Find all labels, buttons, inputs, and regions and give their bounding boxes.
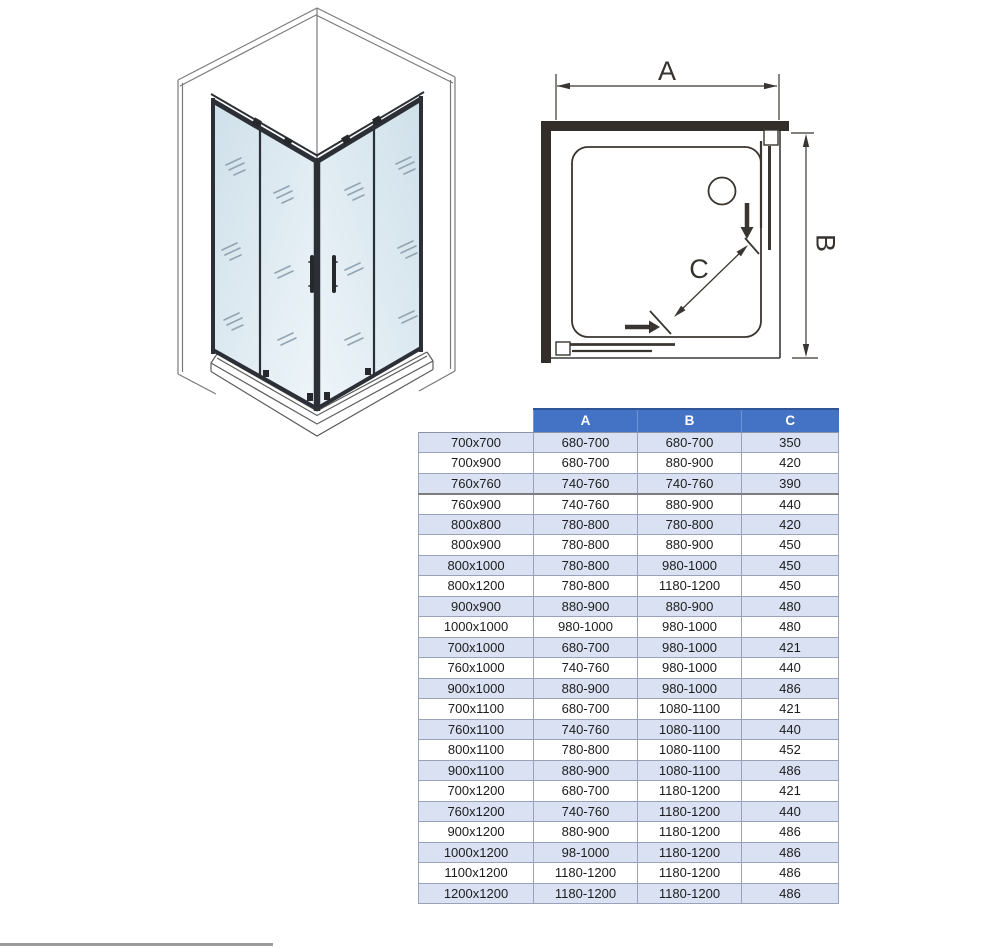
size-cell: 760x760 <box>419 473 534 494</box>
a-range-cell: 680-700 <box>534 453 638 474</box>
table-row <box>419 678 839 699</box>
size-cell: 760x900 <box>419 494 534 515</box>
table-row <box>419 822 839 843</box>
b-range-cell: 1180-1200 <box>638 576 742 597</box>
a-range-cell: 740-760 <box>534 494 638 515</box>
size-cell: 760x1000 <box>419 658 534 679</box>
b-range-cell: 980-1000 <box>638 637 742 658</box>
c-value-cell: 486 <box>742 863 839 884</box>
size-table <box>418 408 839 904</box>
a-range-cell: 780-800 <box>534 576 638 597</box>
a-range-cell: 880-900 <box>534 678 638 699</box>
c-value-cell: 421 <box>742 699 839 720</box>
size-cell: 1000x1000 <box>419 617 534 638</box>
size-cell: 900x900 <box>419 596 534 617</box>
b-range-cell: 880-900 <box>638 596 742 617</box>
table-row <box>419 883 839 904</box>
table-row <box>419 699 839 720</box>
size-cell: 700x1100 <box>419 699 534 720</box>
size-table-header-row <box>419 409 839 432</box>
table-row <box>419 637 839 658</box>
b-range-cell: 1080-1100 <box>638 719 742 740</box>
a-range-cell: 780-800 <box>534 555 638 576</box>
a-range-cell: 1180-1200 <box>534 863 638 884</box>
b-range-cell: 780-800 <box>638 514 742 535</box>
size-cell: 800x900 <box>419 535 534 556</box>
b-range-cell: 980-1000 <box>638 678 742 699</box>
a-range-cell: 680-700 <box>534 637 638 658</box>
c-value-cell: 420 <box>742 453 839 474</box>
wall-top <box>541 121 789 131</box>
c-value-cell: 486 <box>742 822 839 843</box>
c-value-cell: 480 <box>742 596 839 617</box>
b-range-cell: 980-1000 <box>638 555 742 576</box>
table-row <box>419 740 839 761</box>
size-cell: 900x1200 <box>419 822 534 843</box>
a-range-cell: 780-800 <box>534 535 638 556</box>
c-value-cell: 480 <box>742 617 839 638</box>
shower-enclosure-plan-view <box>535 40 845 380</box>
wall-left <box>541 121 551 363</box>
a-range-cell: 880-900 <box>534 760 638 781</box>
c-value-cell: 421 <box>742 781 839 802</box>
b-range-cell: 1180-1200 <box>638 801 742 822</box>
table-row <box>419 781 839 802</box>
dimension-c-label: C <box>689 254 709 284</box>
a-range-cell: 98-1000 <box>534 842 638 863</box>
b-range-cell: 1080-1100 <box>638 740 742 761</box>
a-range-cell: 740-760 <box>534 658 638 679</box>
size-cell: 1200x1200 <box>419 883 534 904</box>
table-row <box>419 473 839 494</box>
a-range-cell: 780-800 <box>534 740 638 761</box>
shower-tray-outline <box>572 147 761 337</box>
b-range-cell: 980-1000 <box>638 617 742 638</box>
size-cell: 800x1000 <box>419 555 534 576</box>
b-range-cell: 1080-1100 <box>638 760 742 781</box>
b-range-cell: 1180-1200 <box>638 842 742 863</box>
c-value-cell: 420 <box>742 514 839 535</box>
a-range-cell: 740-760 <box>534 801 638 822</box>
size-cell: 1000x1200 <box>419 842 534 863</box>
table-row <box>419 760 839 781</box>
c-value-cell: 450 <box>742 576 839 597</box>
c-value-cell: 486 <box>742 678 839 699</box>
b-range-cell: 680-700 <box>638 432 742 453</box>
b-range-cell: 880-900 <box>638 494 742 515</box>
size-cell: 900x1000 <box>419 678 534 699</box>
table-row <box>419 617 839 638</box>
c-value-cell: 486 <box>742 842 839 863</box>
a-range-cell: 780-800 <box>534 514 638 535</box>
c-value-cell: 450 <box>742 535 839 556</box>
bottom-divider-line <box>0 943 273 946</box>
c-value-cell: 486 <box>742 883 839 904</box>
drain-circle <box>709 178 736 205</box>
size-cell: 800x1100 <box>419 740 534 761</box>
b-range-cell: 1180-1200 <box>638 822 742 843</box>
a-range-cell: 680-700 <box>534 781 638 802</box>
table-row <box>419 576 839 597</box>
a-range-cell: 880-900 <box>534 822 638 843</box>
size-cell: 700x1200 <box>419 781 534 802</box>
size-cell: 760x1200 <box>419 801 534 822</box>
c-value-cell: 390 <box>742 473 839 494</box>
sliding-door-right <box>761 130 778 250</box>
b-range-cell: 1180-1200 <box>638 863 742 884</box>
size-cell: 760x1100 <box>419 719 534 740</box>
b-range-cell: 980-1000 <box>638 658 742 679</box>
sliding-door-bottom <box>556 342 675 355</box>
table-row <box>419 719 839 740</box>
size-cell: 900x1100 <box>419 760 534 781</box>
b-range-cell: 740-760 <box>638 473 742 494</box>
c-value-cell: 452 <box>742 740 839 761</box>
size-column-header <box>419 409 534 432</box>
b-range-cell: 1080-1100 <box>638 699 742 720</box>
b-range-cell: 880-900 <box>638 535 742 556</box>
a-range-cell: 740-760 <box>534 719 638 740</box>
a-range-cell: 740-760 <box>534 473 638 494</box>
a-range-cell: 980-1000 <box>534 617 638 638</box>
table-row <box>419 555 839 576</box>
c-value-cell: 450 <box>742 555 839 576</box>
b-range-cell: 1180-1200 <box>638 781 742 802</box>
c-value-cell: 440 <box>742 494 839 515</box>
dimension-b <box>791 133 841 358</box>
table-row <box>419 842 839 863</box>
size-cell: 700x1000 <box>419 637 534 658</box>
b-range-cell: 1180-1200 <box>638 883 742 904</box>
size-cell: 700x700 <box>419 432 534 453</box>
b-range-cell: 880-900 <box>638 453 742 474</box>
a-range-cell: 880-900 <box>534 596 638 617</box>
dimension-a <box>556 56 779 120</box>
table-row <box>419 658 839 679</box>
size-cell: 1100x1200 <box>419 863 534 884</box>
table-row <box>419 596 839 617</box>
column-header-c: C <box>742 409 839 432</box>
c-value-cell: 421 <box>742 637 839 658</box>
table-row <box>419 863 839 884</box>
a-range-cell: 680-700 <box>534 699 638 720</box>
c-value-cell: 486 <box>742 760 839 781</box>
a-range-cell: 1180-1200 <box>534 883 638 904</box>
table-row <box>419 494 839 515</box>
column-header-a: A <box>534 409 638 432</box>
table-row <box>419 535 839 556</box>
size-cell: 800x800 <box>419 514 534 535</box>
size-cell: 700x900 <box>419 453 534 474</box>
shower-enclosure-3d-view <box>160 0 470 440</box>
table-row <box>419 514 839 535</box>
c-value-cell: 440 <box>742 719 839 740</box>
dimension-a-label: A <box>657 56 677 86</box>
column-header-b: B <box>638 409 742 432</box>
size-cell: 800x1200 <box>419 576 534 597</box>
table-row <box>419 453 839 474</box>
table-row <box>419 801 839 822</box>
c-value-cell: 440 <box>742 801 839 822</box>
table-row <box>419 432 839 453</box>
c-value-cell: 440 <box>742 658 839 679</box>
a-range-cell: 680-700 <box>534 432 638 453</box>
c-value-cell: 350 <box>742 432 839 453</box>
dimension-b-label: B <box>810 233 841 253</box>
